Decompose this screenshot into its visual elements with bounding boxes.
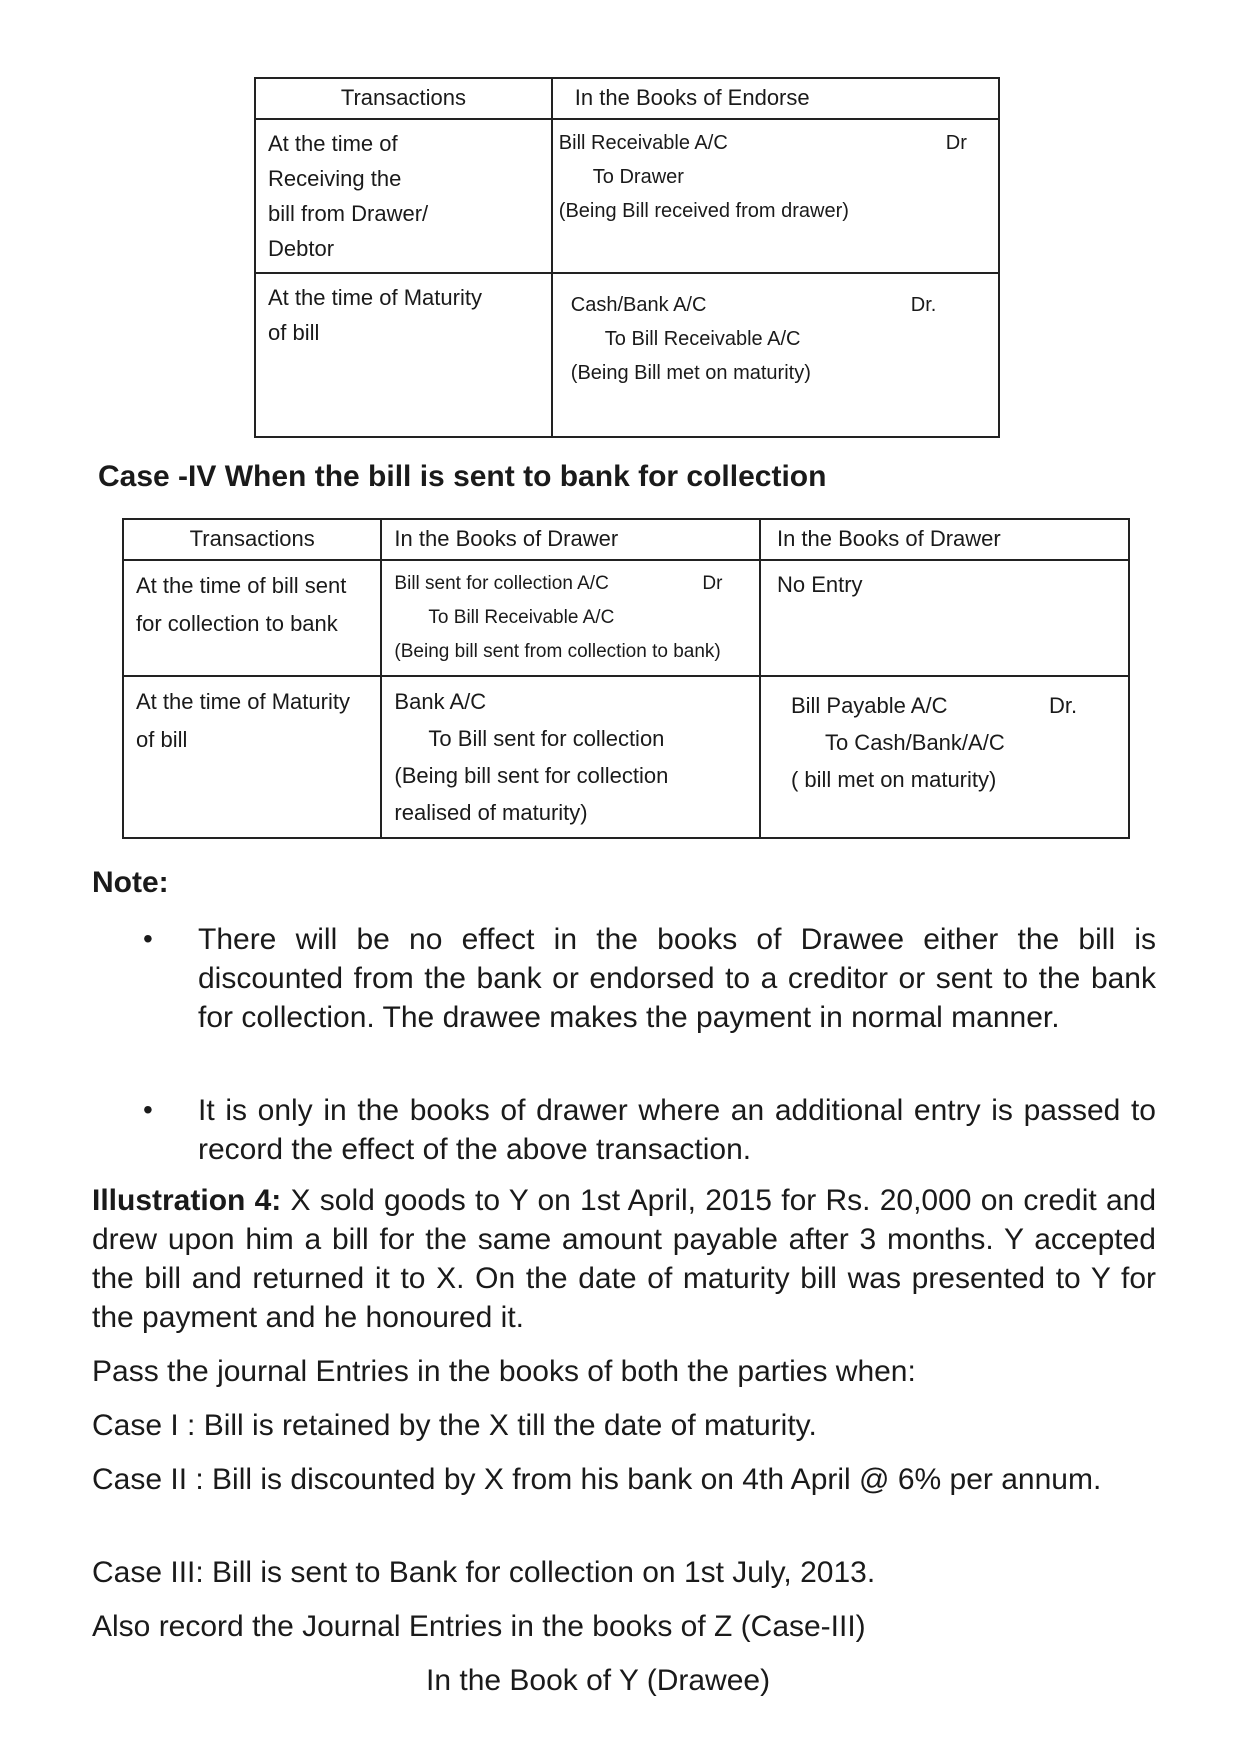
illustration-text: X sold goods to Y on 1st April, 2015 for Rs. 20,000 on credit and drew upon him a bill for the same amount payable after 3 months. Y accepted the bill and returned it to X. On the date of maturity bill was presented to Y for the payment and he honoured it. bbox=[92, 1184, 1156, 1334]
debit-line: Bill Receivable A/C Dr bbox=[559, 126, 986, 160]
dr-marker: Dr bbox=[945, 132, 967, 154]
debit-line: Bank A/C bbox=[394, 689, 487, 714]
drawee-entry-cell bbox=[760, 676, 1129, 838]
column-header: In the Books of Drawer bbox=[760, 519, 1129, 560]
transaction-cell bbox=[123, 560, 381, 676]
transaction-cell bbox=[255, 119, 552, 273]
narration: ( bill met on maturity) bbox=[790, 767, 997, 792]
drawee-entry-cell bbox=[760, 560, 1129, 676]
transaction-line: Debtor bbox=[268, 236, 335, 261]
transaction-line: At the time of bbox=[268, 131, 398, 156]
transaction-cell bbox=[123, 676, 381, 838]
narration: (Being Bill met on maturity) bbox=[570, 362, 811, 384]
case-line: Case II : Bill is discounted by X from his bank on 4th April @ 6% per annum. bbox=[92, 1463, 1102, 1496]
endorse-table bbox=[254, 77, 1000, 438]
bullet-icon: • bbox=[143, 923, 153, 954]
note-title: Note: bbox=[92, 866, 169, 899]
table-header-row bbox=[123, 519, 1129, 560]
narration: (Being bill sent from collection to bank) bbox=[394, 641, 721, 662]
column-header: Transactions bbox=[123, 519, 381, 560]
narration: (Being bill sent for collection bbox=[394, 763, 669, 788]
column-header: In the Books of Drawer bbox=[381, 519, 760, 560]
section-heading: In the Book of Y (Drawee) bbox=[426, 1664, 771, 1697]
illustration-paragraph bbox=[92, 1181, 1156, 1337]
journal-entry-cell bbox=[552, 119, 999, 273]
credit-line: To Bill Receivable A/C bbox=[604, 328, 801, 350]
transaction-line: At the time of Maturity bbox=[268, 285, 482, 310]
transaction-line: At the time of bill sent bbox=[136, 573, 347, 598]
bullet-icon: • bbox=[143, 1094, 153, 1125]
debit-line: Bill sent for collection A/C Dr bbox=[394, 567, 747, 601]
case4-table bbox=[122, 518, 1130, 839]
case-line: Case III: Bill is sent to Bank for collection on 1st July, 2013. bbox=[92, 1556, 876, 1589]
table-row bbox=[255, 119, 999, 273]
narration: (Being Bill received from drawer) bbox=[558, 200, 849, 222]
dr-marker: Dr bbox=[702, 573, 723, 594]
drawer-entry-cell bbox=[381, 560, 760, 676]
table-row bbox=[123, 560, 1129, 676]
note-bullet-1: There will be no effect in the books of Drawee either the bill is discounted from the bank or endorsed to a creditor or sent to the bank for collection. The drawee makes the payment in normal manner. bbox=[198, 923, 1156, 1034]
transaction-line: for collection to bank bbox=[136, 611, 338, 636]
table-header-row bbox=[255, 78, 999, 119]
column-header: Transactions bbox=[255, 78, 552, 119]
credit-line: To Bill Receivable A/C bbox=[428, 607, 615, 628]
debit-line: Cash/Bank A/C Dr. bbox=[571, 288, 986, 322]
also-record-text: Also record the Journal Entries in the books of Z (Case-III) bbox=[92, 1610, 866, 1643]
table-row bbox=[123, 676, 1129, 838]
instruction-text: Pass the journal Entries in the books of both the parties when: bbox=[92, 1355, 916, 1388]
journal-entry-cell bbox=[552, 273, 999, 437]
transaction-line: At the time of Maturity bbox=[136, 689, 350, 714]
case4-heading: Case -IV When the bill is sent to bank for collection bbox=[98, 460, 827, 493]
credit-line: To Drawer bbox=[592, 166, 684, 188]
dr-marker: Dr. bbox=[910, 294, 937, 316]
no-entry-text: No Entry bbox=[776, 572, 863, 597]
transaction-line: Receiving the bbox=[268, 166, 402, 191]
column-header: In the Books of Endorse bbox=[552, 78, 999, 119]
table-row bbox=[255, 273, 999, 437]
note-bullet-2: It is only in the books of drawer where an additional entry is passed to record the effect of the above transaction. bbox=[198, 1094, 1156, 1166]
narration: realised of maturity) bbox=[394, 800, 588, 825]
illustration-label: Illustration 4: bbox=[92, 1184, 282, 1217]
transaction-line: bill from Drawer/ bbox=[268, 201, 429, 226]
transaction-line: of bill bbox=[268, 320, 320, 345]
transaction-line: of bill bbox=[136, 727, 188, 752]
dr-marker: Dr. bbox=[1048, 693, 1078, 718]
case-line: Case I : Bill is retained by the X till the date of maturity. bbox=[92, 1409, 817, 1442]
credit-line: To Bill sent for collection bbox=[428, 726, 665, 751]
credit-line: To Cash/Bank/A/C bbox=[824, 730, 1005, 755]
drawer-entry-cell bbox=[381, 676, 760, 838]
debit-line: Bill Payable A/C Dr. bbox=[791, 687, 1116, 724]
transaction-cell bbox=[255, 273, 552, 437]
